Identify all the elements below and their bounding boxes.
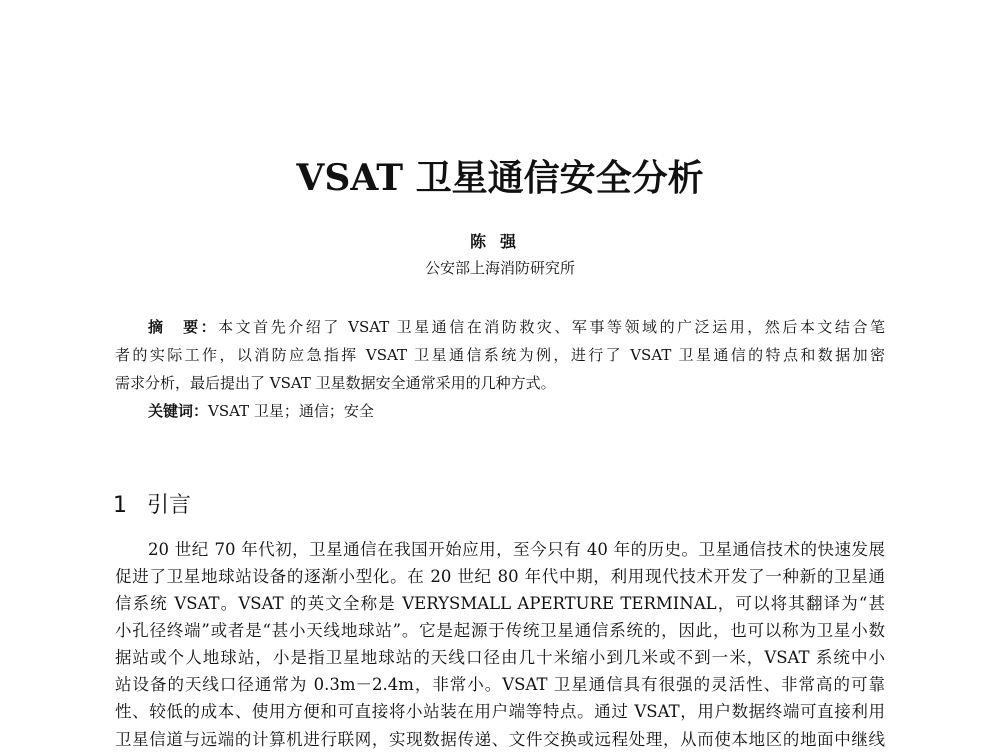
body-line: 站设备的天线口径通常为 0.3m－2.4m，非常小。VSAT 卫星通信具有很强的灵活性、非常高的可靠	[115, 675, 885, 694]
keywords-value: VSAT 卫星；通信；安全	[208, 402, 374, 420]
abstract-label: 摘 要：	[148, 318, 219, 336]
body-line: 性、较低的成本、使用方便和可直接将小站装在用户端等特点。通过 VSAT，用户数据终端可直接利用	[115, 702, 885, 721]
body-line: 20 世纪 70 年代初，卫星通信在我国开始应用，至今只有 40 年的历史。卫星通信技术的快速发展	[148, 540, 885, 559]
body-line: 促进了卫星地球站设备的逐渐小型化。在 20 世纪 80 年代中期，利用现代技术开发了一种新的卫星通	[115, 567, 885, 586]
paper-title: VSAT 卫星通信安全分析	[296, 157, 704, 199]
abstract-line: 者的实际工作，以消防应急指挥 VSAT 卫星通信系统为例，进行了 VSAT 卫星通信的特点和数据加密	[115, 346, 885, 364]
author-affiliation: 公安部上海消防研究所	[424, 259, 575, 277]
abstract-line: 摘 要：本文首先介绍了 VSAT 卫星通信在消防救灾、军事等领域的广泛运用，然后本文结合笔	[148, 318, 885, 336]
body-line: 据站或个人地球站，小是指卫星地球站的天线口径由几十米缩小到几米或不到一米，VSAT 系统中小	[115, 648, 885, 667]
section-heading	[113, 488, 191, 519]
abstract-line: 需求分析，最后提出了 VSAT 卫星数据安全通常采用的几种方式。	[115, 374, 556, 392]
section-number: 1	[113, 493, 127, 518]
keywords	[148, 400, 374, 421]
keywords-label: 关键词：	[148, 402, 209, 420]
body-line: 卫星信道与远端的计算机进行联网，实现数据传递、文件交换或远程处理，从而使本地区的地面中继线	[115, 730, 885, 749]
body-line: 小孔径终端”或者是“甚小天线地球站”。它是起源于传统卫星通信系统的，因此，也可以称为卫星小数	[115, 621, 885, 640]
body-line: 信系统 VSAT。VSAT 的英文全称是 VERYSMALL APERTURE TERMINAL，可以将其翻译为“甚	[115, 594, 885, 613]
author-name: 陈强	[469, 232, 530, 251]
section-title: 引言	[147, 493, 192, 518]
